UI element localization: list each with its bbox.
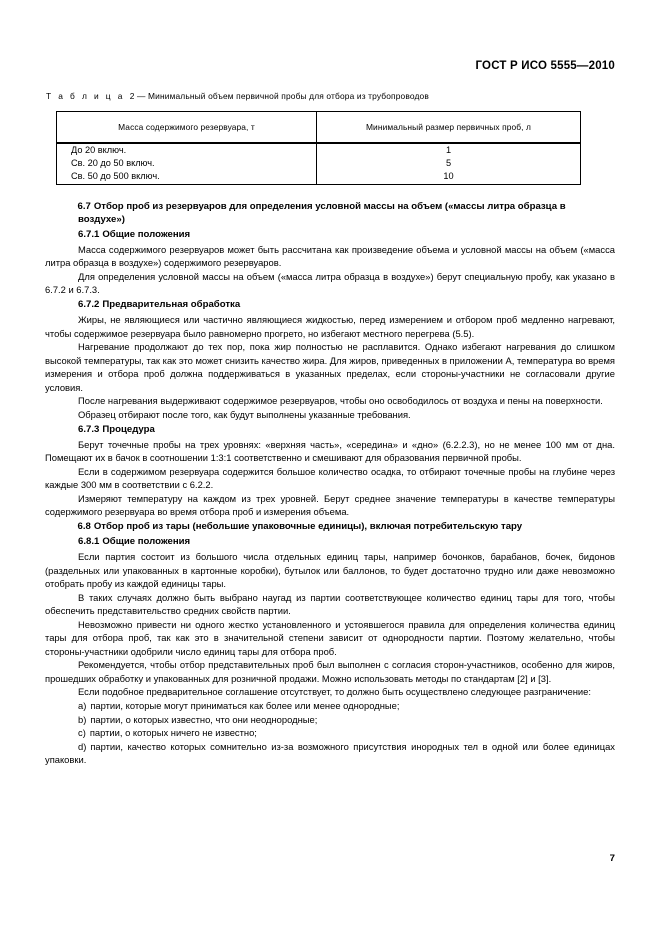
table-column-header-volume: Минимальный размер первичных проб, л xyxy=(317,112,581,144)
paragraph: Невозможно привести ни одного жестко установленного и устоявшегося правила для определения количества единиц тары для отбора проб, так как это в значительной степени зависит от однородности партии. Поэтому желательно, чтобы стороны-участники одобрили число единиц тары для отбора проб. xyxy=(45,618,615,657)
paragraph: Жиры, не являющиеся или частично являющиеся жидкостью, перед измерением и отбором проб медленно нагревают, чтобы содержимое резервуара было равномерно прогрето, но избегают местного перегрева (5.5). xyxy=(45,314,615,339)
section-title: Отбор проб из резервуаров для определения условной массы на объем («массы литра образца в воздухе») xyxy=(78,200,566,226)
mass-values xyxy=(57,144,316,184)
table-caption-label: Т а б л и ц а xyxy=(46,91,125,101)
minimum-sample-volume-table xyxy=(56,111,581,185)
list-item: 1 xyxy=(445,145,452,155)
section-number: 6.7 xyxy=(77,200,91,212)
list-item: Св. 20 до 50 включ. xyxy=(71,158,155,169)
section-title: Процедура xyxy=(102,423,155,435)
paragraph: Если партия состоит из большого числа отдельных единиц тары, например бочонков, барабанов, бочек, бидонов (раздельных или упакованных в картонные коробки), бутылок или баллонов, то будет достаточно трудно или даже невозможно отобрать пробу из каждой единицы тары. xyxy=(45,551,615,590)
page-header-standard-title: ГОСТ Р ИСО 5555—2010 xyxy=(475,60,615,72)
list-item-text: партии, которые могут приниматься как более или менее однородные; xyxy=(90,700,400,712)
section-title: Общие положения xyxy=(102,229,191,241)
list-item-label: d) xyxy=(78,740,87,752)
section-title: Предварительная обработка xyxy=(102,299,241,311)
table-row xyxy=(57,143,581,184)
paragraph: Образец отбирают после того, как будут выполнены указанные требования. xyxy=(78,408,411,420)
paragraph: Нагревание продолжают до тех пор, пока жир полностью не расплавится. Однако избегают нагревания до слишком высокой температуры, так как это может снизить качество жира. Для жиров, приведенных в приложении А, температура во время измерения и отбора проб должна поддерживаться в указанных пределах, если стороны-участники не согласовали другие условия. xyxy=(45,341,615,393)
section-heading-6-8 xyxy=(45,520,615,534)
section-heading-6-7-1 xyxy=(45,228,615,242)
list-item: До 20 включ. xyxy=(71,145,127,155)
paragraph: После нагревания выдерживают содержимое резервуаров, чтобы оно освободилось от воздуха и пены на поверхности. xyxy=(78,395,603,407)
table-caption xyxy=(46,91,616,101)
list-item-label: b) xyxy=(78,713,87,725)
section-heading-6-7 xyxy=(45,200,615,227)
paragraph: Если в содержимом резервуара содержится большое количество осадка, то отбирают точечные пробы на глубине через каждые 300 мм в соответствии с 6.2.2. xyxy=(45,465,615,491)
document-body xyxy=(45,198,615,767)
paragraph: Рекомендуется, чтобы отбор представительных проб был выполнен с согласия сторон-участников, особенно для жиров, прошедших обработку и упакованных для розничной продажи. Можно использовать методы по стандартам [2] и [3]. xyxy=(45,659,615,684)
list-item xyxy=(45,740,615,767)
table-column-header-mass: Масса содержимого резервуара, т xyxy=(57,112,317,144)
lettered-list xyxy=(45,699,615,767)
list-item xyxy=(45,726,615,740)
section-heading-6-7-2 xyxy=(45,298,615,312)
section-number: 6.8 xyxy=(77,521,91,533)
section-title: Общие положения xyxy=(102,536,191,548)
table-head xyxy=(57,112,581,144)
section-number: 6.7.1 xyxy=(78,229,100,241)
list-item-label: c) xyxy=(78,727,86,739)
paragraph: Измеряют температуру на каждом из трех уровней. Берут среднее значение температуры в качестве температуры содержимого резервуара во время отбора проб и измерения объема. xyxy=(45,492,615,518)
list-item xyxy=(45,713,615,727)
list-item-text: партии, качество которых сомнительно из-за возможного присутствия инородных тел в одной или более единицах упаковки. xyxy=(45,740,615,766)
section-title: Отбор проб из тары (небольшие упаковочные единицы), включая потребительскую тару xyxy=(93,521,523,533)
section-number: 6.7.2 xyxy=(78,299,100,311)
section-heading-6-8-1 xyxy=(45,535,615,549)
table-caption-text: 2 — Минимальный объем первичной пробы для отбора из трубопроводов xyxy=(129,91,429,101)
list-item-text: партии, о которых известно, что они неоднородные; xyxy=(90,713,318,725)
list-item: 5 xyxy=(445,158,452,169)
list-item-label: a) xyxy=(78,700,87,712)
table-cell-volume-list xyxy=(317,143,581,184)
paragraph: Если подобное предварительное соглашение отсутствует, то должно быть осуществлено следующее разграничение: xyxy=(78,686,591,698)
list-item: 10 xyxy=(443,171,454,182)
list-item-text: партии, о которых ничего не известно; xyxy=(89,727,257,739)
paragraph: Берут точечные пробы на трех уровнях: «верхняя часть», «середина» и «дно» (6.2.2.3), но не менее 100 мм от дна. Помещают их в бачок в соотношении 1:3:1 соответственно и смешивают для образования первичной пробы. xyxy=(45,438,615,464)
table-cell-mass-list xyxy=(57,143,317,184)
paragraph: Масса содержимого резервуаров может быть рассчитана как произведение объема и условной массы на объем («масса литра образца в воздухе») содержимого резервуаров. xyxy=(45,243,615,269)
section-heading-6-7-3 xyxy=(45,423,615,437)
volume-values xyxy=(317,144,580,184)
section-number: 6.7.3 xyxy=(78,423,100,435)
table-header-row xyxy=(57,112,581,144)
list-item xyxy=(45,699,615,713)
list-item: Св. 50 до 500 включ. xyxy=(71,171,160,182)
section-number: 6.8.1 xyxy=(78,536,100,548)
table-body xyxy=(57,143,581,184)
page-number: 7 xyxy=(609,853,615,864)
paragraph: В таких случаях должно быть выбрано наугад из партии соответствующее количество единиц тары для того, чтобы обеспечить представительство средних свойств партии. xyxy=(45,591,615,617)
paragraph: Для определения условной массы на объем («масса литра образца в воздухе») берут специальную пробу, как указано в 6.7.2 и 6.7.3. xyxy=(45,270,615,296)
